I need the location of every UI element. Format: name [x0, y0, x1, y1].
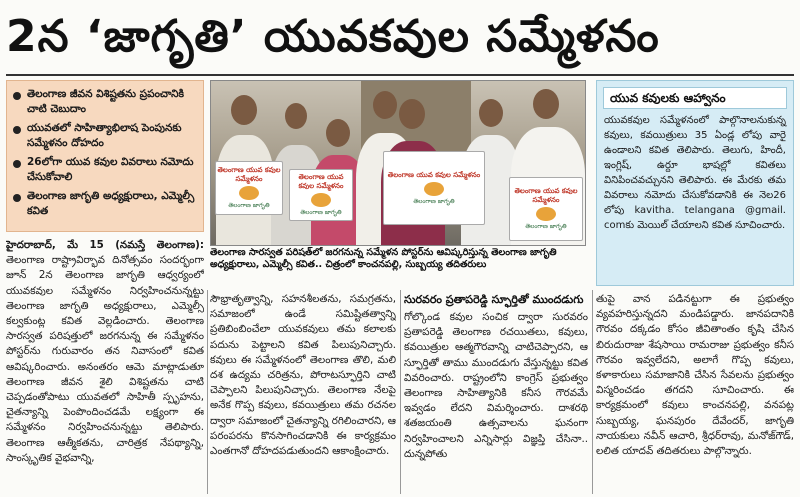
poster-title: తెలంగాణ యువ కవుల సమ్మేళనం	[514, 187, 578, 204]
sidebar-box	[596, 80, 794, 286]
event-poster	[509, 177, 583, 241]
headline-rule	[6, 74, 794, 76]
person-head	[285, 103, 307, 129]
dateline: హైదరాబాద్, మే 15 (నమస్తే తెలంగాణ):	[6, 239, 204, 251]
poster-footer: తెలంగాణ జాగృతి	[525, 223, 567, 230]
article-column-1	[6, 238, 204, 494]
article-text: సౌభ్రాతృత్వాన్ని, సహనశీలతను, సమగ్రతను, సమాజంలో ఉండే సమిష్టితత్వాన్ని ప్రతిబింబించేలా యువకవులు తమ కలాలకు పదును పెట్టాలని కవిత పిలుపునిచ్చారు. కవులు ఈ సమ్మేళనంలో తెలంగాణ తొలి, మలి దశ ఉద్యమ చరిత్రను, పోరాటస్ఫూర్తిని చాటి చెప్పాలని పిలుపునిచ్చారు. తెలంగాణ నేలపై అనేక గొప్ప కవులు, కవయిత్రులు తమ రచనల ద్వారా సమాజంలో చైతన్యాన్ని రగిలించారని, ఆ పరంపరను కొనసాగించడానికి ఈ కార్యక్రమం ఎంతగానో దోహదపడుతుందని ఆకాంక్షించారు.	[210, 293, 396, 458]
bullet-icon	[13, 160, 21, 168]
article-column-3	[404, 292, 588, 494]
article-column-2	[210, 292, 396, 494]
section-subheading: సురవరం ప్రతాపరెడ్డి స్ఫూర్తితో ముందడుగు	[404, 293, 584, 306]
article-column-4	[596, 292, 794, 494]
highlight-text: తెలంగాణ జీవన విశిష్టతను ప్రపంచానికి చాటి చెబుదాం	[27, 88, 185, 115]
person-head	[533, 89, 559, 119]
article-text: గోల్కొండ కవుల సంచిక ద్వారా సురవరం ప్రతాపరెడ్డి తెలంగాణ రచయితలు, కవులు, కవయిత్రుల ఆత్మగౌరవాన్ని చాటిచెప్పారని, ఆ స్ఫూర్తితో తాము ముందడుగు వేస్తున్నట్టు కవిత వివరించారు. రాష్ట్రంలోని కాంగ్రెస్ ప్రభుత్వం తెలంగాణ సాహిత్యానికి కనీస గౌరవమే ఇవ్వడం లేదని విమర్శించారు. దాశరథి శతజయంతి ఉత్సవాలను ఘనంగా నిర్వహించాలని ఎన్నిసార్లు విజ్ఞప్తి చేసినా.. దున్నపోతు	[404, 311, 588, 460]
news-photo	[210, 80, 586, 246]
event-poster	[289, 169, 353, 221]
person-head	[231, 95, 257, 125]
highlight-text: తెలంగాణ జాగృతి అధ్యక్షురాలు, ఎమ్మెల్సీ కవిత	[27, 190, 195, 217]
column-divider	[400, 290, 401, 494]
headline: 2న ‘జాగృతి’ యువకవుల సమ్మేళనం	[6, 11, 660, 62]
poster-footer: తెలంగాణ జాగృతి	[228, 202, 270, 209]
bullet-icon	[13, 92, 21, 100]
sidebar-body: యువకవుల సమ్మేళనంలో పాల్గొనాలనుకున్న కవులు, కవయిత్రులు 35 ఏండ్ల లోపు వారై ఉండాలని కవిత తెలిపారు. తెలుగు, హిందీ, ఇంగ్లిష్, ఉర్దూ భాషల్లో కవితలు వినిపించవచ్చునని తెలిపారు. ఈ మేరకు తమ వివరాలు నమోదు చేసుకోవడానికి ఈ నెల26 లోపు kavitha. telangana @gmail. comకు మెయిల్ చేయాలని కవిత సూచించారు.	[604, 115, 786, 231]
event-poster	[215, 161, 283, 215]
poster-emblem-icon	[536, 207, 556, 221]
sidebar-title: యువ కవులకు ఆహ్వానం	[603, 87, 787, 109]
poster-footer: తెలంగాణ జాగృతి	[413, 197, 455, 205]
person-head	[479, 99, 503, 127]
highlight-item	[13, 121, 197, 151]
poster-footer: తెలంగాణ జాగృతి	[300, 209, 342, 216]
person-head	[399, 99, 425, 129]
bullet-icon	[13, 194, 21, 202]
poster-title: తెలంగాణ యువ కవుల సమ్మేళనం	[217, 166, 281, 183]
person-head	[373, 91, 397, 119]
highlights-box	[6, 80, 204, 232]
highlight-text: 26లోగా యువ కవుల వివరాలు నమోదు చేసుకోవాలి	[27, 156, 194, 183]
bullet-icon	[13, 126, 21, 134]
poster-emblem-icon	[424, 182, 444, 196]
event-poster	[383, 151, 485, 225]
highlight-text: యువతలో సాహిత్యాభిలాష పెంపునకు సమ్మేళనం దోహదం	[27, 122, 182, 149]
highlight-item	[13, 155, 197, 185]
poster-emblem-icon	[239, 186, 259, 200]
article-text: తెలంగాణ రాష్ట్రావిర్భావ దినోత్సవం సందర్భంగా జూన్ 2న తెలంగాణ జాగృతి ఆధ్వర్యంలో యువకవుల సమ్మేళనం నిర్వహించనున్నట్టు తెలంగాణ జాగృతి అధ్యక్షురాలు, ఎమ్మెల్సీ కల్వకుంట్ల కవిత వెల్లడించారు. తెలంగాణ సారస్వత పరిషత్తులో జరగనున్న ఈ సమ్మేళనం పోస్టర్‌ను గురువారం తన నివాసంలో కవిత ఆవిష్కరించారు. అనంతరం ఆమె మాట్లాడుతూ తెలంగాణ జీవన శైలి విశిష్టతను చాటి చెప్పడంతోపాటు యువతలో సాహితీ స్పృహను, చైతన్యాన్ని పెంపొందించడమే లక్ష్యంగా ఈ సమ్మేళనం నిర్వహించనున్నట్టు తెలిపారు. తెలంగాణ ఆత్మీకతను, చారిత్రక నేపథ్యాన్ని, సాంస్కృతిక వైభవాన్ని,	[6, 254, 204, 464]
poster-title: తెలంగాణ యువ కవుల సమ్మేళనం	[387, 170, 481, 179]
person-head	[326, 119, 350, 147]
poster-emblem-icon	[311, 193, 331, 207]
highlight-item	[13, 87, 197, 117]
column-divider	[592, 290, 593, 494]
poster-title: తెలంగాణ యువ కవుల సమ్మేళనం	[298, 173, 344, 190]
article-text: తుపై వాన పడినట్టుగా ఈ ప్రభుత్వం వ్యవహరిస్తున్నదని మండిపడ్డారు. జానపదానికి గౌరవం దక్కడం కోసం జీవితాంతం కృషి చేసిన బిరుదురాజు శేషసాయి రామరాజు ప్రభుత్వం కనీస గౌరవం ఇవ్వలేదని, అలాగే గొప్ప కవులు, కళాకారులు సమాజానికి చేసిన సేవలను ప్రభుత్వం విస్మరించడం తగదని సూచించారు. ఈ కార్యక్రమంలో కవులు కాంచనపల్లి, వనపట్ల సుబ్బయ్య, ఘనపురం దేవేందర్, జాగృతి నాయకులు నవీన్ ఆచారి, శ్రీధర్‌రావు, మనోజ్‌గౌడ్, లలిత యాదవ్ తదితరులు పాల్గొన్నారు.	[596, 293, 794, 458]
column-divider	[207, 290, 208, 494]
highlight-item	[13, 189, 197, 219]
photo-caption: తెలంగాణ సారస్వత పరిషత్‌లో జరగనున్న సమ్మేళన పోస్టర్‌ను ఆవిష్కరిస్తున్న తెలంగాణ జాగృతి అధ్యక్షురాలు, ఎమ్మెల్సీ కవిత.. చిత్రంలో కాంచనపల్లి, సుబ్బయ్య తదితరులు	[210, 247, 557, 270]
